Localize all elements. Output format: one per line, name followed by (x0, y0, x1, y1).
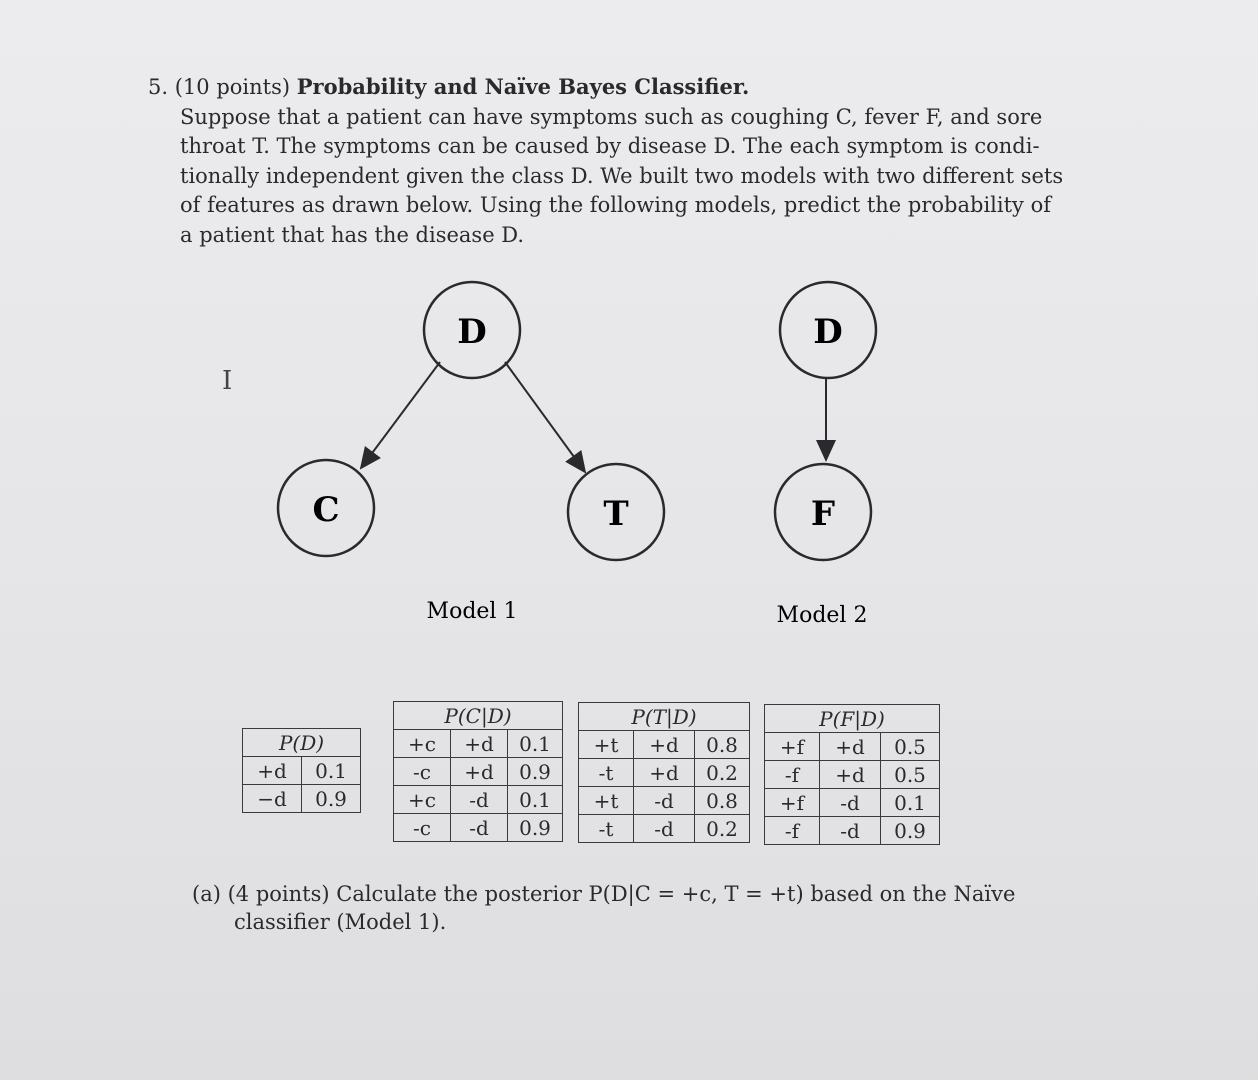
problem-line: throat T. The symptoms can be caused by disease D. The each symptom is condi- (180, 134, 1040, 158)
problem-line: of features as drawn below. Using the following models, predict the probability of (180, 193, 1051, 217)
table-row (394, 730, 563, 758)
node-label: T (603, 494, 629, 534)
table-cell: 0.2 (695, 759, 750, 787)
problem-line: tionally independent given the class D. We built two models with two different sets (180, 163, 1064, 188)
problem-title: Probability and Naïve Bayes Classifier. (296, 74, 750, 99)
table-cell: +d (820, 733, 881, 761)
table-cell: -c (394, 814, 451, 842)
table-cell: 0.1 (881, 789, 940, 817)
table-cell: +d (634, 731, 695, 759)
subquestion-a (192, 880, 1062, 936)
table-cell: +f (765, 789, 820, 817)
table-cell: 0.9 (508, 814, 563, 842)
table-cell: +c (394, 730, 451, 758)
table-row (394, 758, 563, 786)
subquestion-label: (a) (192, 882, 221, 906)
model-1-label: Model 1 (426, 599, 518, 624)
node-t (568, 464, 664, 560)
node-label: C (312, 490, 340, 530)
edge-d-t (505, 362, 585, 472)
node-label: D (813, 312, 843, 352)
table-cell: -c (394, 758, 451, 786)
edge-d-c (361, 362, 440, 468)
table-cell: +c (394, 786, 451, 814)
problem-points: (10 points) (174, 75, 291, 99)
node-f (775, 464, 871, 560)
table-row (579, 815, 750, 843)
table-row (394, 786, 563, 814)
table-cell: -d (634, 815, 695, 843)
table-row (243, 757, 361, 785)
table-cell: -f (765, 817, 820, 845)
table-p-c-given-d (393, 701, 563, 842)
table-cell: -d (820, 789, 881, 817)
text-cursor-icon: I (222, 366, 233, 396)
table-row (243, 785, 361, 813)
table-row (579, 787, 750, 815)
table-cell: +d (243, 757, 302, 785)
table-header: P(T|D) (579, 703, 750, 731)
node-label: F (810, 494, 836, 534)
subquestion-line: Calculate the posterior P(D|C = +c, T = +t) based on the Naïve (336, 882, 1016, 906)
table-row (765, 817, 940, 845)
table-p-f-given-d (764, 704, 940, 845)
table-cell: 0.9 (881, 817, 940, 845)
problem-number: 5. (148, 75, 169, 99)
table-header: P(D) (243, 729, 361, 757)
subquestion-line: classifier (Model 1). (234, 910, 447, 934)
problem-line: a patient that has the disease D. (180, 222, 525, 247)
table-header: P(C|D) (394, 702, 563, 730)
table-cell: -d (451, 814, 508, 842)
table-row (765, 789, 940, 817)
node-c (278, 460, 374, 556)
model-2-label: Model 2 (776, 603, 868, 628)
table-cell: +t (579, 731, 634, 759)
table-p-d (242, 728, 361, 813)
table-cell: -t (579, 815, 634, 843)
table-cell: -d (451, 786, 508, 814)
table-row (765, 761, 940, 789)
table-row (579, 759, 750, 787)
table-cell: -d (634, 787, 695, 815)
table-cell: 0.1 (508, 786, 563, 814)
table-cell: +f (765, 733, 820, 761)
node-d-model1 (424, 282, 520, 378)
table-header: P(F|D) (765, 705, 940, 733)
table-cell: 0.1 (508, 730, 563, 758)
problem-line: Suppose that a patient can have symptoms such as coughing C, fever F, and sore (180, 104, 1043, 129)
table-cell: −d (243, 785, 302, 813)
table-cell: -f (765, 761, 820, 789)
node-label: D (457, 312, 487, 352)
node-d-model2 (780, 282, 876, 378)
table-cell: 0.5 (881, 761, 940, 789)
table-cell: 0.8 (695, 731, 750, 759)
table-cell: 0.1 (302, 757, 361, 785)
table-p-t-given-d (578, 702, 750, 843)
table-cell: +d (451, 730, 508, 758)
table-row (765, 733, 940, 761)
table-cell: 0.9 (508, 758, 563, 786)
table-cell: -t (579, 759, 634, 787)
table-cell: 0.5 (881, 733, 940, 761)
table-cell: 0.8 (695, 787, 750, 815)
table-cell: +d (820, 761, 881, 789)
table-cell: +d (451, 758, 508, 786)
table-cell: +d (634, 759, 695, 787)
subquestion-points: (4 points) (227, 882, 330, 906)
table-cell: 0.2 (695, 815, 750, 843)
table-cell: 0.9 (302, 785, 361, 813)
table-row (579, 731, 750, 759)
table-row (394, 814, 563, 842)
table-cell: +t (579, 787, 634, 815)
table-cell: -d (820, 817, 881, 845)
